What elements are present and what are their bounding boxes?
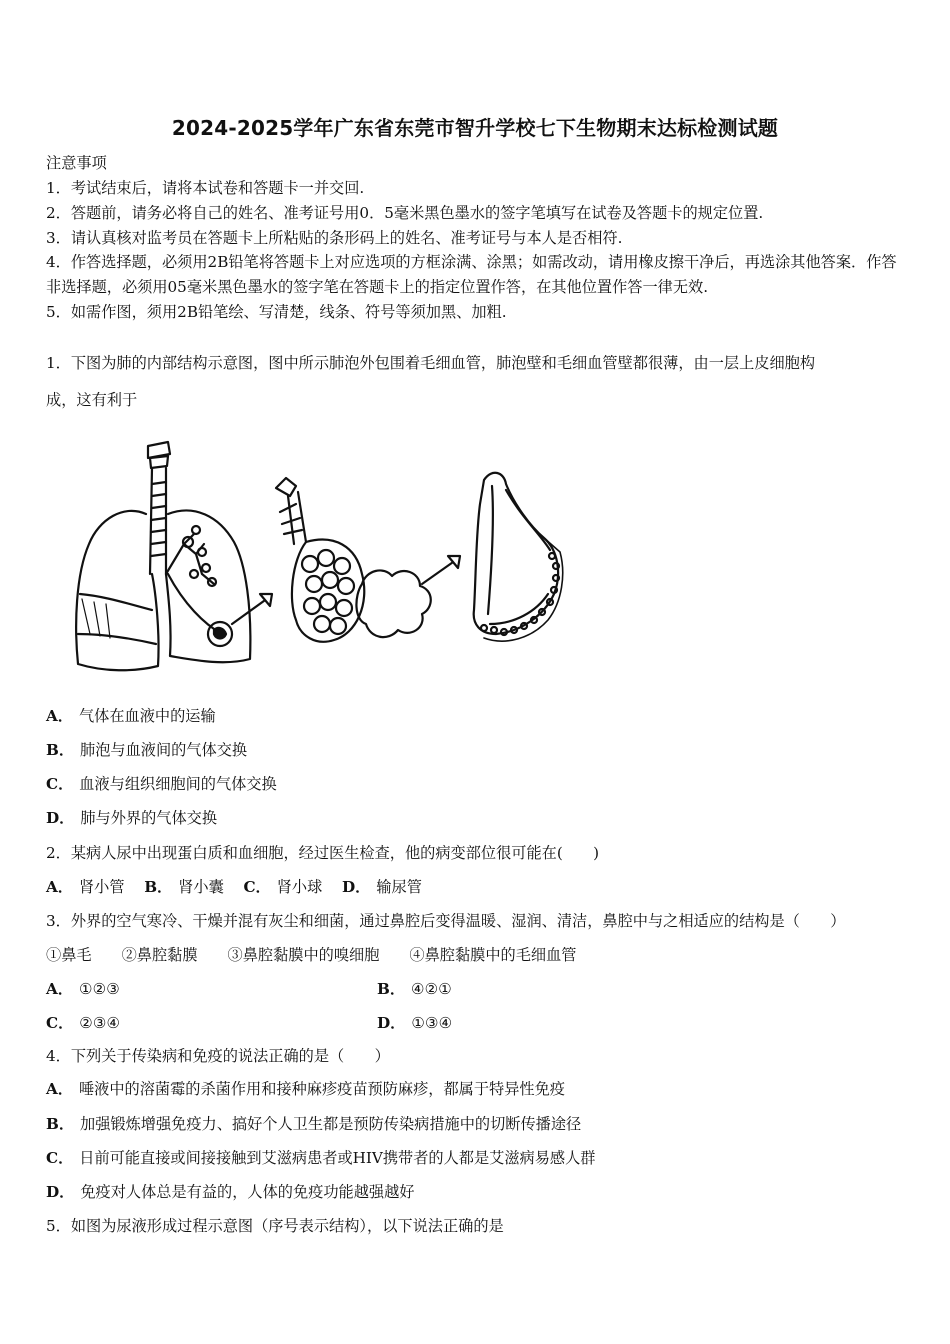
q3-option-c[interactable]: [46, 1012, 120, 1033]
alveolus-capillary-drawing: [474, 473, 563, 641]
q3-option-a[interactable]: [46, 978, 120, 999]
q1-option-c[interactable]: [46, 773, 277, 794]
q2-option-b[interactable]: [144, 878, 224, 896]
q4-stem: 4．下列关于传染病和免疫的说法正确的是（ ）: [46, 1047, 390, 1065]
lung-structure-figure: [44, 434, 574, 684]
q3-item-4: ④鼻腔黏膜中的毛细血管: [409, 946, 577, 964]
q2-option-c[interactable]: [243, 878, 322, 896]
lungs-drawing: [76, 442, 272, 670]
notice-item-2: 2．答题前，请务必将自己的姓名、准考证号用0．5毫米黑色墨水的签字笔填写在试卷及答题卡的规定位置.: [46, 204, 764, 222]
q3-items: [46, 944, 576, 965]
option-label: D．: [46, 809, 75, 827]
option-text: 肺与外界的气体交换: [80, 809, 218, 827]
option-label: D．: [377, 1014, 406, 1032]
option-label: A．: [46, 980, 73, 998]
option-label: C．: [46, 1149, 74, 1167]
page-title: 2024-2025学年广东省东莞市智升学校七下生物期末达标检测试题: [171, 116, 779, 140]
option-label: C．: [46, 1014, 74, 1032]
option-label: A．: [46, 707, 73, 725]
option-label: A．: [46, 878, 73, 896]
option-label: B．: [46, 741, 75, 759]
notice-item-3: 3．请认真核对监考员在答题卡上所粘贴的条形码上的姓名、准考证号与本人是否相符.: [46, 229, 623, 247]
option-text: ①②③: [78, 980, 120, 998]
q1-stem-line1: 1．下图为肺的内部结构示意图，图中所示肺泡外包围着毛细血管，肺泡壁和毛细血管壁都很薄，由一层上皮细胞构: [46, 354, 816, 372]
option-label: B．: [144, 878, 173, 896]
q5-stem: 5．如图为尿液形成过程示意图（序号表示结构），以下说法正确的是: [46, 1217, 504, 1235]
q4-option-c[interactable]: [46, 1147, 596, 1168]
option-label: B．: [377, 980, 406, 998]
option-text: 日前可能直接或间接接触到艾滋病患者或HIV携带者的人都是艾滋病易感人群: [79, 1149, 596, 1167]
option-text: 肾小球: [276, 878, 323, 896]
q4-option-b[interactable]: [46, 1113, 581, 1134]
q3-option-d[interactable]: [377, 1012, 452, 1033]
option-text: 血液与组织细胞间的气体交换: [79, 775, 277, 793]
option-text: ④②①: [411, 980, 452, 998]
option-text: 唾液中的溶菌霉的杀菌作用和接种麻疹疫苗预防麻疹，都属于特异性免疫: [78, 1080, 565, 1098]
option-text: 肺泡与血液间的气体交换: [80, 741, 248, 759]
q1-option-b[interactable]: [46, 739, 247, 760]
option-label: B．: [46, 1115, 75, 1133]
q3-option-b[interactable]: [377, 978, 452, 999]
option-text: 免疫对人体总是有益的，人体的免疫功能越强越好: [80, 1183, 415, 1201]
option-text: 输尿管: [376, 878, 422, 896]
option-label: D．: [46, 1183, 75, 1201]
option-text: ①③④: [411, 1014, 453, 1032]
q4-option-d[interactable]: [46, 1181, 414, 1202]
q1-option-a[interactable]: [46, 705, 216, 726]
q2-stem: 2．某病人尿中出现蛋白质和血细胞，经过医生检查，他的病变部位很可能在( ): [46, 844, 600, 862]
q3-item-3: ③鼻腔黏膜中的嗅细胞: [227, 946, 380, 964]
q4-option-a[interactable]: [46, 1078, 565, 1099]
q3-item-2: ②鼻腔黏膜: [121, 946, 198, 964]
q2-option-d[interactable]: [342, 878, 422, 896]
q1-option-d[interactable]: [46, 807, 217, 828]
q1-stem-line2: 成，这有利于: [46, 391, 138, 409]
notice-item-1: 1．考试结束后，请将本试卷和答题卡一并交回.: [46, 179, 365, 197]
option-label: C．: [243, 878, 271, 896]
q3-stem: 3．外界的空气寒冷、干燥并混有灰尘和细菌，通过鼻腔后变得温暖、湿润、清洁，鼻腔中与之相适应的结构是（ ）: [46, 912, 846, 930]
option-text: 加强锻炼增强免疫力、搞好个人卫生都是预防传染病措施中的切断传播途径: [80, 1115, 582, 1133]
notice-item-5: 5．如需作图，须用2B铅笔绘、写清楚，线条、符号等须加黑、加粗.: [46, 303, 507, 321]
option-label: A．: [46, 1080, 73, 1098]
option-label: D．: [341, 878, 371, 896]
option-label: C．: [46, 775, 74, 793]
notice-heading: 注意事项: [46, 154, 107, 172]
option-text: 肾小囊: [178, 878, 224, 896]
option-text: 肾小管: [78, 878, 125, 896]
q2-option-a[interactable]: [46, 878, 125, 896]
q3-item-1: ①鼻毛: [46, 946, 92, 964]
alveoli-drawing: [276, 478, 460, 642]
q2-options: [46, 876, 422, 897]
option-text: ②③④: [79, 1014, 121, 1032]
option-text: 气体在血液中的运输: [78, 707, 216, 725]
notice-item-4: 4．作答选择题，必须用2B铅笔将答题卡上对应选项的方框涂满、涂黑；如需改动，请用橡皮擦干净后，再选涂其他答案．作答非选择题，必须用05毫米黑色墨水的签字笔在答题卡上的指定位置作答，在其他位置作答一律无效.: [46, 253, 897, 296]
